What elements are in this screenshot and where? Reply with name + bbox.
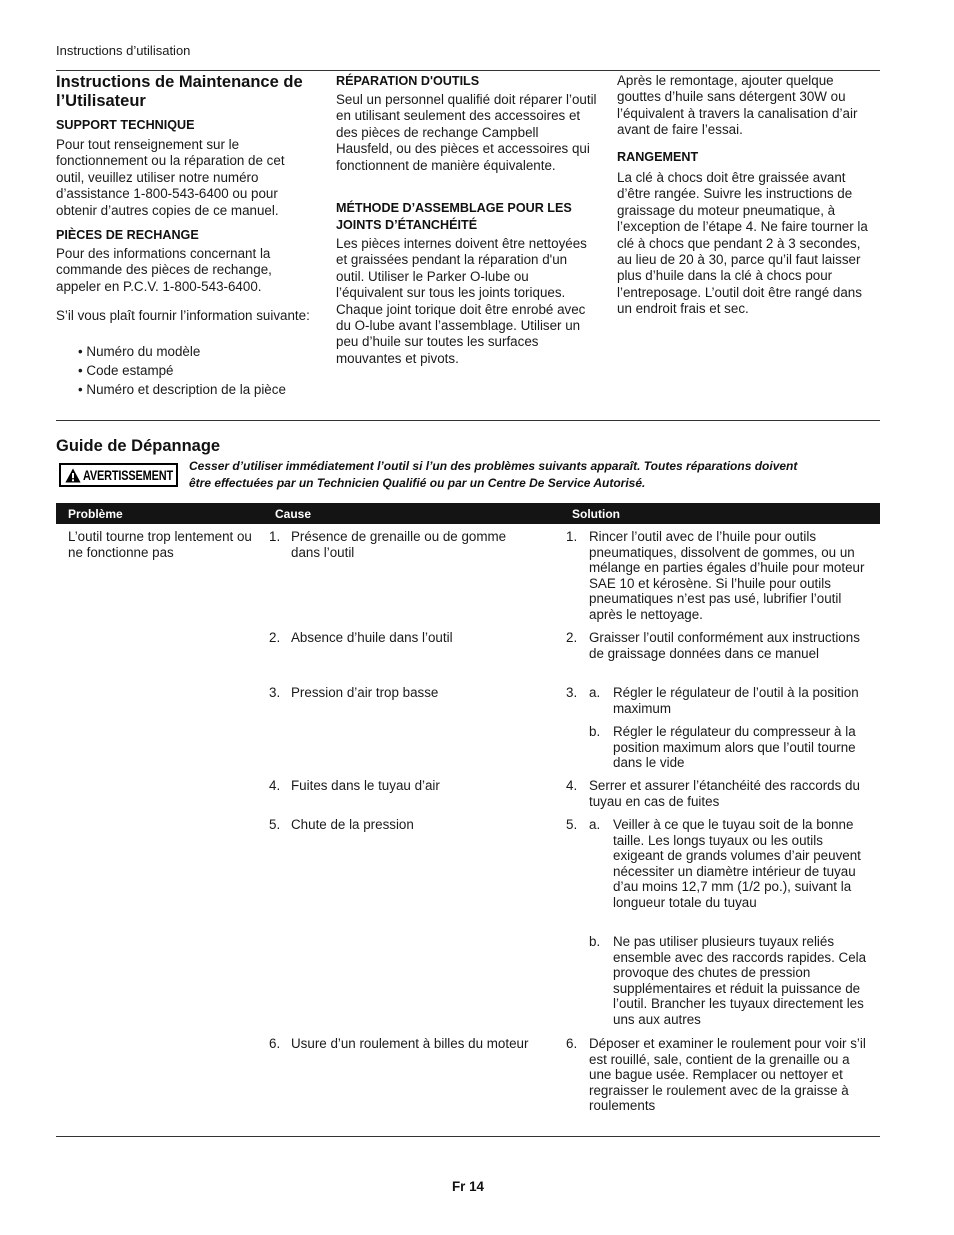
warning-text: Cesser d’utiliser immédiatement l’outil si l’un des problèmes suivants apparaît. Toutes réparations doivent être effectuées par un Technicien Qualifié ou par un Centre De Service Autorisé. [189, 459, 798, 490]
cause-text: Pression d’air trop basse [291, 685, 439, 700]
cause-text: Chute de la pression [291, 817, 414, 832]
cause-number: 3. [269, 685, 281, 700]
parts-request: S’il vous plaît fournir l’information suivante: [56, 308, 310, 323]
page-number: Fr 14 [451, 1179, 484, 1194]
column-header-cause: Cause [275, 507, 312, 521]
solution-sub-letter: a. [589, 817, 601, 832]
problem-text: L’outil tourne trop lentement ou ne fonctionne pas [68, 529, 252, 560]
solution-number: 5. [566, 817, 578, 832]
cause-number: 1. [269, 529, 281, 544]
solution-text: Rincer l’outil avec de l’huile pour outils pneumatiques, dissolvent de gommes, ou un mélange en parties égales d’huile pour moteur SAE 10 et kérosène. Si l’huile pour outils pneumatiques n’est pas usé, lubrifier l’outil après le nettoyage. [589, 529, 865, 622]
seals-text: Les pièces internes doivent être nettoyées et graissées pendant la réparation d'un outil. Utiliser le Parker O-lube ou l’équivalent sur tous les joints toriques. Chaque joint torique doit être enrobé avec du O-lube avant l’assemblage. Utiliser un peu d’huile sur toutes les surfaces mouvantes et pivots. [336, 236, 587, 366]
solution-number: 2. [566, 630, 578, 645]
support-text: Pour tout renseignement sur le fonctionnement ou la réparation de cet outil, veuillez utiliser notre numéro d’assistance 1-800-543-6400 ou pour obtenir d’autres copies de ce manuel. [56, 137, 285, 218]
cause-number: 6. [269, 1036, 281, 1051]
solution-text: Déposer et examiner le roulement pour voir s’il est rouillé, sale, contient de la grenaille ou a une bague usée. Remplacer ou nettoyer et regraisser le roulement avec de la graisse à roulements [589, 1036, 866, 1114]
column-header-problem: Problème [68, 507, 123, 521]
cause-number: 5. [269, 817, 281, 832]
maintenance-title: Instructions de Maintenance de l’Utilisateur [56, 73, 303, 110]
seals-heading: MÉTHODE D’ASSEMBLAGE POUR LES JOINTS D’ÉTANCHÉITÉ [336, 201, 572, 232]
parts-text: Pour des informations concernant la commande des pièces de rechange, appeler en P.C.V. 1-800-543-6400. [56, 246, 272, 294]
repair-text: Seul un personnel qualifié doit réparer l’outil en utilisant seulement des accessoires et des pièces de rechange Campbell Hausfeld, ou des pièces et accessoires qui fonctionnent de manière équivalente. [336, 92, 597, 173]
warning-label: AVERTISSEMENT [83, 467, 173, 483]
solution-sub-letter: a. [589, 685, 601, 700]
running-header: Instructions d’utilisation [56, 43, 191, 58]
cause-number: 2. [269, 630, 281, 645]
reassembly-text: Après le remontage, ajouter quelque gouttes d’huile sans détergent 30W ou l’équivalent à travers la canalisation d’air avant de faire l’essai. [617, 73, 858, 138]
cause-text: Présence de grenaille ou de gomme dans l’outil [291, 529, 507, 560]
solution-number: 3. [566, 685, 578, 700]
solution-sub-letter: b. [589, 934, 601, 949]
troubleshooting-title: Guide de Dépannage [56, 437, 221, 455]
solution-sub-letter: b. [589, 724, 601, 739]
storage-text: La clé à chocs doit être graissée avant d’être rangée. Suivre les instructions de graissage du moteur pneumatique, à l’exception de l’étape 4. Ne faire tourner la clé à chocs que pendant 2 à 3 secondes, au lieu de 20 à 30, parce qu’il faut laisser plus d’huile dans la clé à chocs pour l’entreposage. L’outil doit être rangé dans un endroit frais et sec. [617, 170, 868, 317]
solution-text: Serrer et assurer l’étanchéité des raccords du tuyau en cas de fuites [589, 778, 860, 809]
cause-text: Fuites dans le tuyau d’air [291, 778, 440, 793]
solution-sub-text: Régler le régulateur du compresseur à la position maximum alors que l’outil tourne dans le vide [613, 724, 856, 771]
top-divider [56, 70, 880, 71]
repair-heading: RÉPARATION D'OUTILS [336, 74, 480, 88]
solution-number: 6. [566, 1036, 578, 1051]
column-header-solution: Solution [572, 507, 620, 521]
solution-sub-text: Régler le régulateur de l’outil à la position maximum [613, 685, 859, 716]
cause-number: 4. [269, 778, 281, 793]
support-heading: SUPPORT TECHNIQUE [56, 118, 195, 132]
warning-badge [59, 463, 178, 487]
parts-heading: PIÈCES DE RECHANGE [56, 228, 199, 242]
bottom-divider [56, 1136, 880, 1137]
solution-sub-text: Ne pas utiliser plusieurs tuyaux reliés ensemble avec des raccords rapides. Cela provoque des chutes de pression supplémentaires et réduit la puissance de l’outil. Brancher les tuyaux directement les uns aux autres [613, 934, 867, 1027]
cause-text: Usure d’un roulement à billes du moteur [291, 1036, 529, 1051]
warning-triangle-icon [65, 468, 81, 483]
cause-text: Absence d’huile dans l’outil [291, 630, 453, 645]
list-item: • Code estampé [78, 363, 174, 378]
solution-number: 1. [566, 529, 578, 544]
list-item: • Numéro et description de la pièce [78, 382, 286, 397]
table-header [56, 503, 880, 524]
list-item: • Numéro du modèle [78, 344, 201, 359]
solution-number: 4. [566, 778, 578, 793]
section-divider [56, 420, 880, 421]
solution-text: Graisser l’outil conformément aux instructions de graissage données dans ce manuel [589, 630, 860, 661]
storage-heading: RANGEMENT [617, 150, 699, 164]
solution-sub-text: Veiller à ce que le tuyau soit de la bonne taille. Les longs tuyaux ou les outils exigeant de grands volumes d’air peuvent nécessiter un diamètre intérieur de tuyau d’au moins 12,7 mm (1/2 po.), suivant la longueur totale du tuyau [613, 817, 861, 910]
